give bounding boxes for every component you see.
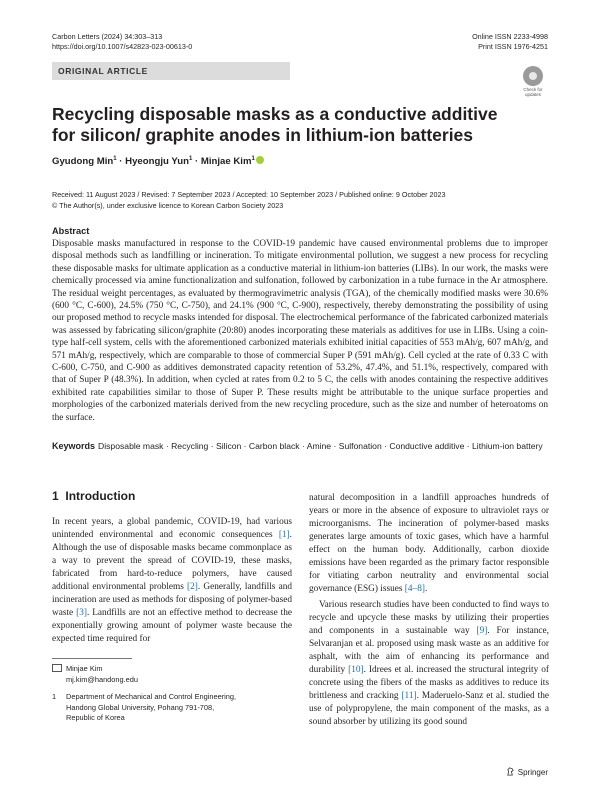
body-text: . Landfills are not an effective method to decrease the exponentially growing amount of polymer waste because the expected time required for xyxy=(52,608,293,644)
doi-link[interactable]: https://doi.org/10.1007/s42823-023-00613-0 xyxy=(52,42,193,51)
keywords xyxy=(52,440,548,452)
online-issn: Online ISSN 2233-4998 xyxy=(472,32,548,41)
affiliation-line: Republic of Korea xyxy=(66,713,125,722)
citation-link[interactable]: [2] xyxy=(187,582,198,592)
author-name[interactable]: Minjae Kim xyxy=(200,156,252,168)
affiliation-line: Department of Mechanical and Control Engineering, xyxy=(66,692,237,701)
affil-mark: 1 xyxy=(188,156,193,162)
article-title: Recycling disposable masks as a conductive additive for silicon/ graphite anodes in lithium-ion batteries xyxy=(52,104,498,145)
publisher-name: Springer xyxy=(517,768,548,777)
body-text: Various research studies have been conducted to find ways to recycle and upcycle these masks by utilizing their properties and components in a sustainable way xyxy=(309,600,549,636)
affiliation-mark: 1 xyxy=(52,692,57,701)
body-text: . Idrees et al. increased the structural integrity of concrete using the fibers of the masks as additives to reduce its brittleness and cracking xyxy=(309,665,549,701)
print-issn: Print ISSN 1976-4251 xyxy=(478,42,548,51)
check-for-updates-badge[interactable] xyxy=(516,66,550,96)
section-title: Introduction xyxy=(65,489,136,503)
running-header-right xyxy=(472,32,548,52)
citation-link[interactable]: [4–8] xyxy=(404,584,425,594)
publisher-footer xyxy=(506,767,548,777)
envelope-icon xyxy=(52,664,62,676)
body-text: . Although the use of disposable masks became commonplace as a way to prevent the spread of COVID-19, these masks, fabricated from hard-to-reduce polymers, have caused additional environmental problems xyxy=(52,530,292,592)
paragraph xyxy=(309,599,549,729)
article-type-label: ORIGINAL ARTICLE xyxy=(58,66,148,76)
affil-mark: 1 xyxy=(251,156,255,162)
copyright-line: © The Author(s), under exclusive licence to Korean Carbon Society 2023 xyxy=(52,201,284,210)
contact-email[interactable]: mj.kim@handong.edu xyxy=(66,674,139,684)
running-header-left xyxy=(52,32,192,52)
affiliation-line: Handong Global University, Pohang 791-708, xyxy=(66,702,215,712)
citation-link[interactable]: [9] xyxy=(476,626,488,636)
article-type-banner xyxy=(52,62,290,80)
author-name[interactable]: Gyudong Min xyxy=(52,156,114,168)
keywords-label: Keywords xyxy=(52,441,96,451)
article-history xyxy=(52,189,445,211)
abstract-heading: Abstract xyxy=(52,226,90,236)
intro-column-right xyxy=(309,492,549,729)
journal-citation: Carbon Letters (2024) 34:303–313 xyxy=(52,32,163,41)
abstract-body: Disposable masks manufactured in response to the COVID-19 pandemic have caused environmental problems due to improper disposal methods such as landfilling or incineration. To mitigate environmental pollution, we suggest a new process for recycling these disposable masks for ultimate application as a conductive material in lithium-ion batteries (LIBs). In our work, the masks were chemically processed via amine functionalization and sulfonation, followed by carbonization in a tube furnace in the Ar atmosphere. The residual weight percentages, as evaluated by thermogravimetric analysis (TGA), of the chemically modified masks were 30.6% (600 °C, C-600), 24.5% (750 °C, C-750), and 24.1% (900 °C, C-900), respectively, thereby demonstrating the possibility of using our proposed method to recycle masks intended for disposal. The electrochemical performance of the fabricated carbonized materials was assessed by fabricating silicon/graphite (20:80) anodes incorporating these materials as additives for use in LIBs. Using a coin-type half-cell system, cells with the aforementioned carbonized materials exhibited initial capacities of 553 mAh/g, 607 mAh/g, and 571 mAh/g, respectively, which are comparable to those of commercial Super P (591 mAh/g). Cell cycled at the rate of 0.33 C with C-600, C-750, and C-900 as additives demonstrated capacity retention of 53.2%, 47.4%, and 51.1%, respectively, compared with that of Super P (48.3%). In addition, when cycled at rates from 0.2 to 5 C, the cells with anodes containing the respective additives exhibited rate capabilities similar to those of Super P. These results might be attributable to the unique surface properties and morphologies of the carbonized materials derived from the new recycling procedure, such as the size and number of heteroatoms on the surface. xyxy=(52,239,548,423)
affiliation-footnote xyxy=(52,692,236,724)
author-name[interactable]: Hyeongju Yun xyxy=(125,156,189,168)
affil-mark: 1 xyxy=(113,156,117,162)
body-text: In recent years, a global pandemic, COVID-19, had various unintended environmental and economic consequences xyxy=(52,517,292,540)
springer-logo-icon xyxy=(506,767,515,776)
author-list xyxy=(52,156,264,167)
check-updates-icon xyxy=(523,66,543,86)
section-number: 1 xyxy=(52,489,59,503)
intro-column-left xyxy=(52,516,292,646)
body-text: . Maderuelo-Sanz et al. studied the use of polypropylene, the main component of the masks, as a sound absorber by utilizing its good sound xyxy=(309,691,549,727)
orcid-icon[interactable] xyxy=(256,156,264,164)
citation-link[interactable]: [10] xyxy=(348,665,364,675)
contact-name: Minjae Kim xyxy=(66,664,103,673)
citation-link[interactable]: [3] xyxy=(76,608,87,618)
citation-link[interactable]: [11] xyxy=(401,691,417,701)
check-updates-label: Check for updates xyxy=(523,87,543,97)
body-text: . xyxy=(424,584,428,594)
keywords-list: Disposable mask · Recycling · Silicon · Carbon black · Amine · Sulfonation · Conductive additive · Lithium-ion battery xyxy=(98,441,543,451)
footnote-divider xyxy=(52,658,132,659)
author-separator: · xyxy=(116,156,126,168)
section-heading xyxy=(52,489,135,503)
body-text: . For instance, Selvaranjan et al. proposed using mask waste as an additive for asphalt, with the aim of enhancing its performance and durability xyxy=(309,626,550,675)
body-text: natural decomposition in a landfill approaches hundreds of years or more in the absence of exposure to ultraviolet rays or microorganisms. The incineration of polymer-based masks generates large amounts of toxic gases, which have a harmful effect on the human body. Additionally, carbon dioxide emissions have been regarded as the primary factor responsible for vitiating carbon neutrality and environmental social governance (ESG) issues xyxy=(309,493,549,594)
body-text: . Generally, landfills and incineration are used as methods for disposing of polymer-based waste xyxy=(52,582,293,618)
corresponding-author-footnote xyxy=(52,664,138,685)
author-separator: · xyxy=(192,156,201,168)
citation-link[interactable]: [1] xyxy=(278,530,290,540)
paragraph xyxy=(309,492,549,596)
history-dates: Received: 11 August 2023 / Revised: 7 September 2023 / Accepted: 10 September 2023 / Published online: 9 October 2023 xyxy=(52,190,446,199)
